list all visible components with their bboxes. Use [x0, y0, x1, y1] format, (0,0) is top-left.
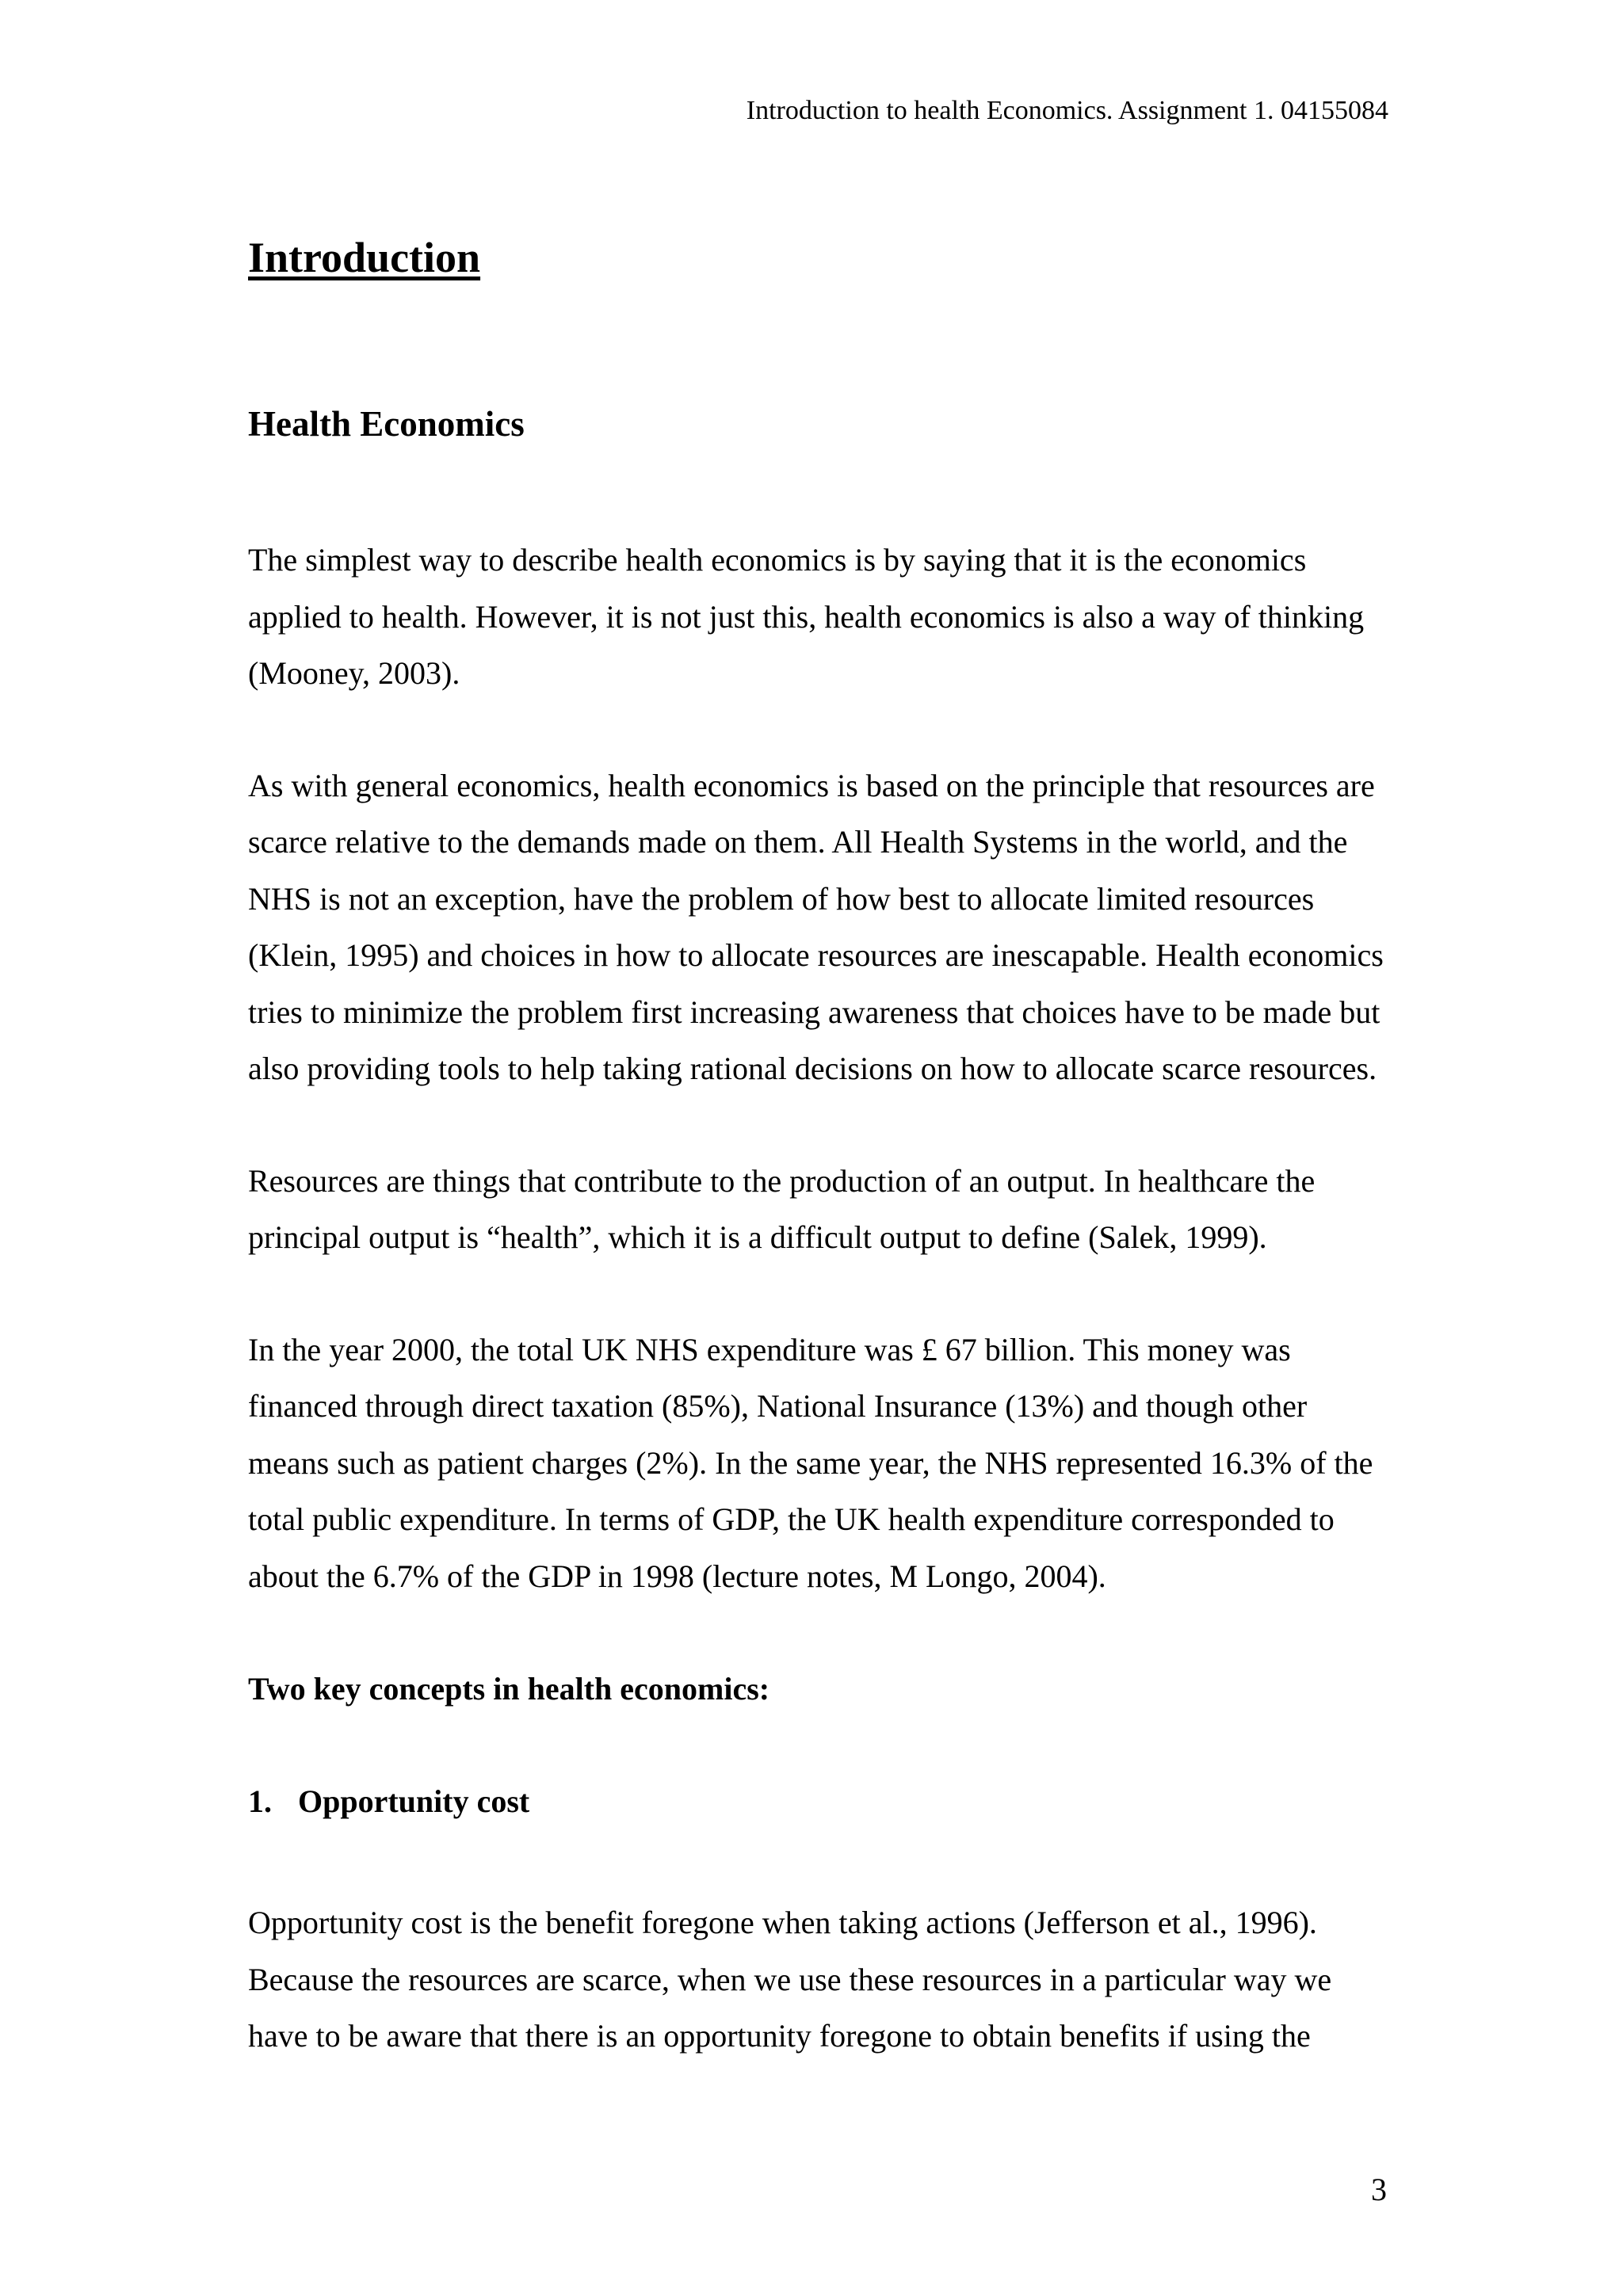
- paragraph: Opportunity cost is the benefit foregone when taking actions (Jefferson et al., 1996). Because the resources are scarce, when we use these resources in a particular way we have to be aware that there is an opportunity foregone to obtain benefits if using the: [248, 1905, 1332, 2054]
- section-heading: Health Economics: [248, 404, 525, 444]
- page-number: 3: [1371, 2172, 1387, 2207]
- list-item-label: Opportunity cost: [298, 1783, 530, 1819]
- key-concepts-heading: Two key concepts in health economics:: [248, 1671, 770, 1707]
- paragraph: In the year 2000, the total UK NHS expenditure was £ 67 billion. This money was financed through direct taxation (85%), National Insurance (13%) and though other means such as patient charges (2%). In the same year, the NHS represented 16.3% of the total public expenditure. In terms of GDP, the UK health expenditure corresponded to about the 6.7% of the GDP in 1998 (lecture notes, M Longo, 2004).: [248, 1331, 1373, 1594]
- page-title: Introduction: [248, 234, 481, 281]
- list-item: [248, 1782, 1389, 1821]
- running-header: Introduction to health Economics. Assignment 1. 04155084: [746, 96, 1388, 125]
- paragraph: Resources are things that contribute to the production of an output. In healthcare the principal output is “health”, which it is a difficult output to define (Salek, 1999).: [248, 1162, 1316, 1255]
- paragraph: As with general economics, health economics is based on the principle that resources are scarce relative to the demands made on them. All Health Systems in the world, and the NHS is not an exception, have the problem of how best to allocate limited resources (Klein, 1995) and choices in how to allocate resources are inescapable. Health economics tries to minimize the problem first increasing awareness that choices have to be made but also providing tools to help taking rational decisions on how to allocate scarce resources.: [248, 767, 1384, 1086]
- page-body: [248, 230, 1389, 2065]
- paragraph: The simplest way to describe health economics is by saying that it is the economics applied to health. However, it is not just this, health economics is also a way of thinking (Mooney, 2003).: [248, 542, 1365, 691]
- list-item-number: 1.: [248, 1783, 272, 1819]
